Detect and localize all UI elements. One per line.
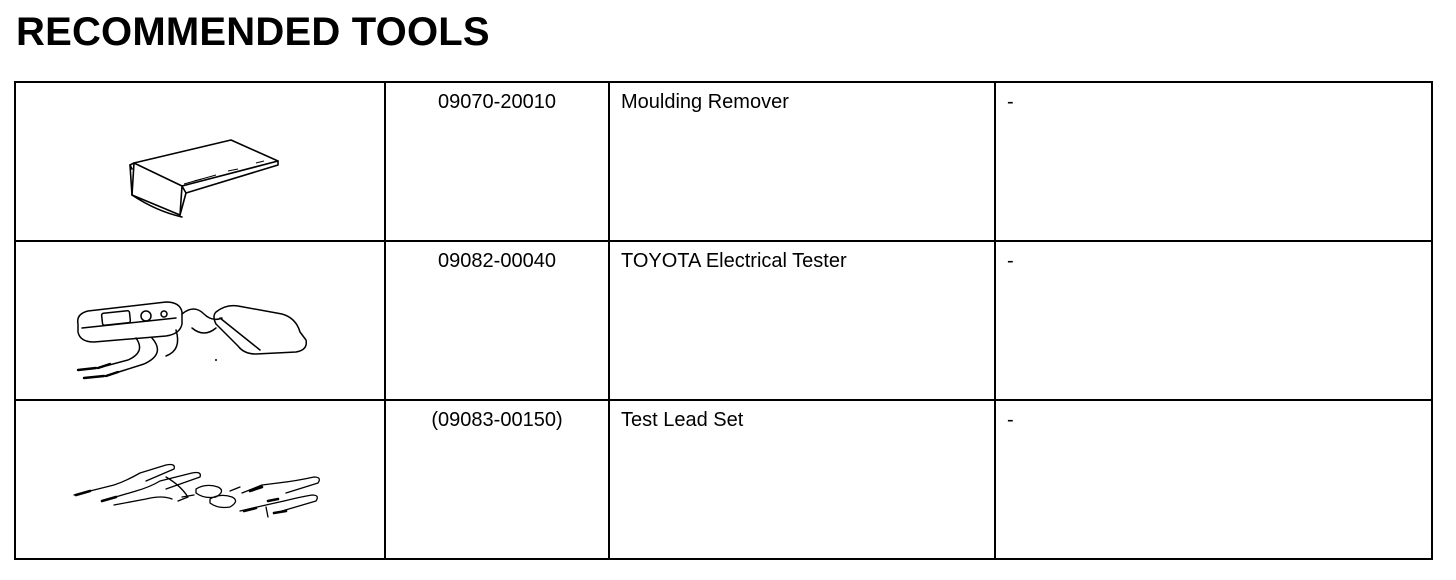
part-number: 09082-00040 xyxy=(438,250,556,272)
note-cell xyxy=(995,400,1432,559)
tool-name-cell xyxy=(609,82,995,241)
page-title: RECOMMENDED TOOLS xyxy=(16,10,490,54)
tool-name-cell xyxy=(609,400,995,559)
tool-illustration-cell xyxy=(15,241,385,400)
tool-illustration-cell xyxy=(15,82,385,241)
table-row xyxy=(15,400,1432,559)
test-lead-set-icon xyxy=(16,401,384,558)
tool-note: - xyxy=(1007,409,1014,431)
note-cell xyxy=(995,241,1432,400)
recommended-tools-table xyxy=(14,81,1433,560)
part-number-cell xyxy=(385,400,609,559)
moulding-remover-icon xyxy=(16,83,384,240)
tool-name: TOYOTA Electrical Tester xyxy=(621,250,847,272)
part-number: 09070-20010 xyxy=(438,91,556,113)
tool-illustration-cell xyxy=(15,400,385,559)
note-cell xyxy=(995,82,1432,241)
tool-name: Test Lead Set xyxy=(621,409,744,431)
tool-name: Moulding Remover xyxy=(621,91,789,113)
tool-note: - xyxy=(1007,250,1014,272)
electrical-tester-icon xyxy=(16,242,384,399)
tool-name-cell xyxy=(609,241,995,400)
table-row xyxy=(15,241,1432,400)
part-number-cell xyxy=(385,82,609,241)
part-number-cell xyxy=(385,241,609,400)
tool-note: - xyxy=(1007,91,1014,113)
part-number: (09083-00150) xyxy=(431,409,563,431)
table-row xyxy=(15,82,1432,241)
